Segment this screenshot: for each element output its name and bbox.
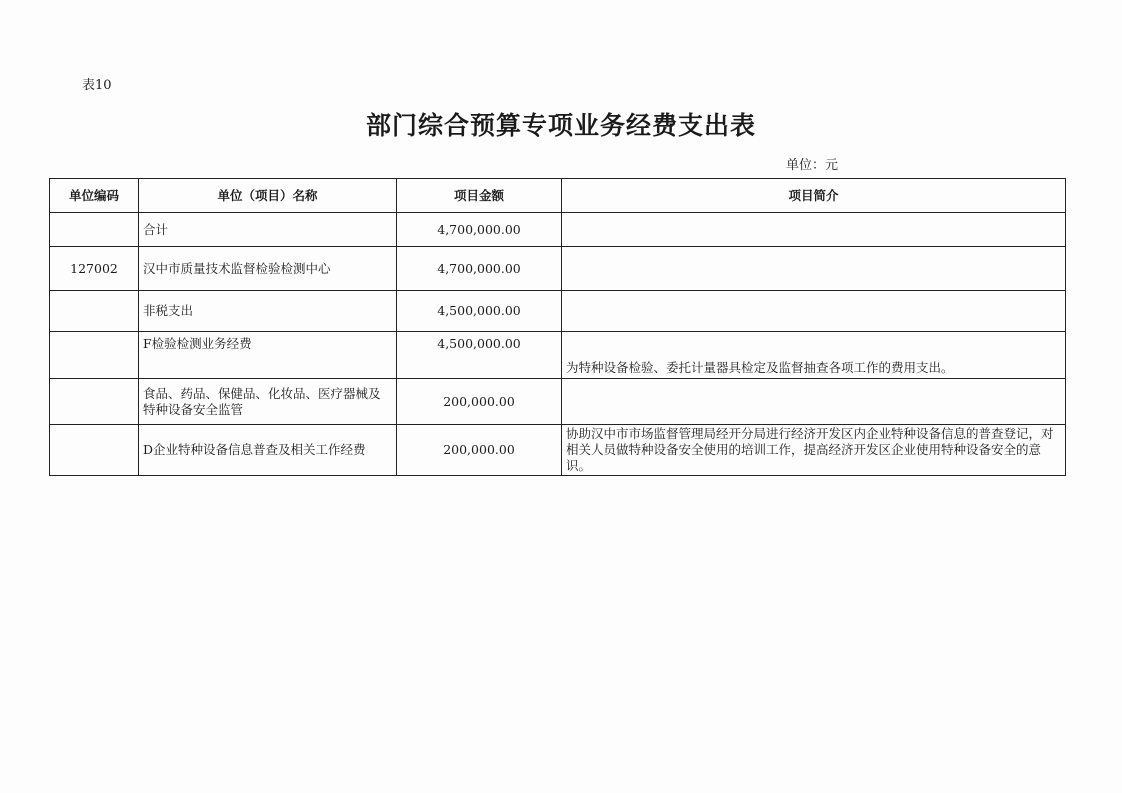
amount-cell: 4,700,000.00: [397, 213, 562, 247]
table-row: [50, 425, 1066, 476]
column-header-code: 单位编码: [50, 179, 139, 213]
amount-cell: 4,500,000.00: [397, 291, 562, 332]
page-title: 部门综合预算专项业务经费支出表: [365, 111, 756, 140]
project-name-cell: F检验检测业务经费: [139, 332, 397, 379]
table-row: [50, 213, 1066, 247]
table-row: [50, 291, 1066, 332]
project-name-cell: 非税支出: [139, 291, 397, 332]
amount-cell: 200,000.00: [397, 425, 562, 476]
table-header-row: [50, 179, 1066, 213]
unit-code-cell: [50, 379, 139, 425]
project-name-cell: 食品、药品、保健品、化妆品、医疗器械及特种设备安全监管: [139, 379, 397, 425]
description-cell: [562, 213, 1066, 247]
column-header-amount: 项目金额: [397, 179, 562, 213]
amount-cell: 4,700,000.00: [397, 247, 562, 291]
column-header-description: 项目简介: [562, 179, 1066, 213]
unit-code-cell: [50, 332, 139, 379]
description-cell: [562, 379, 1066, 425]
unit-code-cell: [50, 425, 139, 476]
column-header-name: 单位（项目）名称: [139, 179, 397, 213]
project-name-cell: 汉中市质量技术监督检验检测中心: [139, 247, 397, 291]
amount-cell: 4,500,000.00: [397, 332, 562, 379]
description-cell: 协助汉中市市场监督管理局经开分局进行经济开发区内企业特种设备信息的普查登记，对相关人员做特种设备安全使用的培训工作，提高经济开发区企业使用特种设备安全的意识。: [562, 425, 1066, 476]
budget-table: [49, 178, 1066, 476]
unit-code-cell: [50, 213, 139, 247]
table-row: [50, 379, 1066, 425]
project-name-cell: 合计: [139, 213, 397, 247]
table-number: 表10: [82, 78, 112, 93]
description-cell: 为特种设备检验、委托计量器具检定及监督抽查各项工作的费用支出。: [562, 332, 1066, 379]
table-row: [50, 247, 1066, 291]
unit-label: 单位：元: [786, 158, 839, 173]
project-name-cell: D企业特种设备信息普查及相关工作经费: [139, 425, 397, 476]
table-row: [50, 332, 1066, 379]
description-cell: [562, 291, 1066, 332]
unit-code-cell: 127002: [50, 247, 139, 291]
description-cell: [562, 247, 1066, 291]
amount-cell: 200,000.00: [397, 379, 562, 425]
unit-code-cell: [50, 291, 139, 332]
